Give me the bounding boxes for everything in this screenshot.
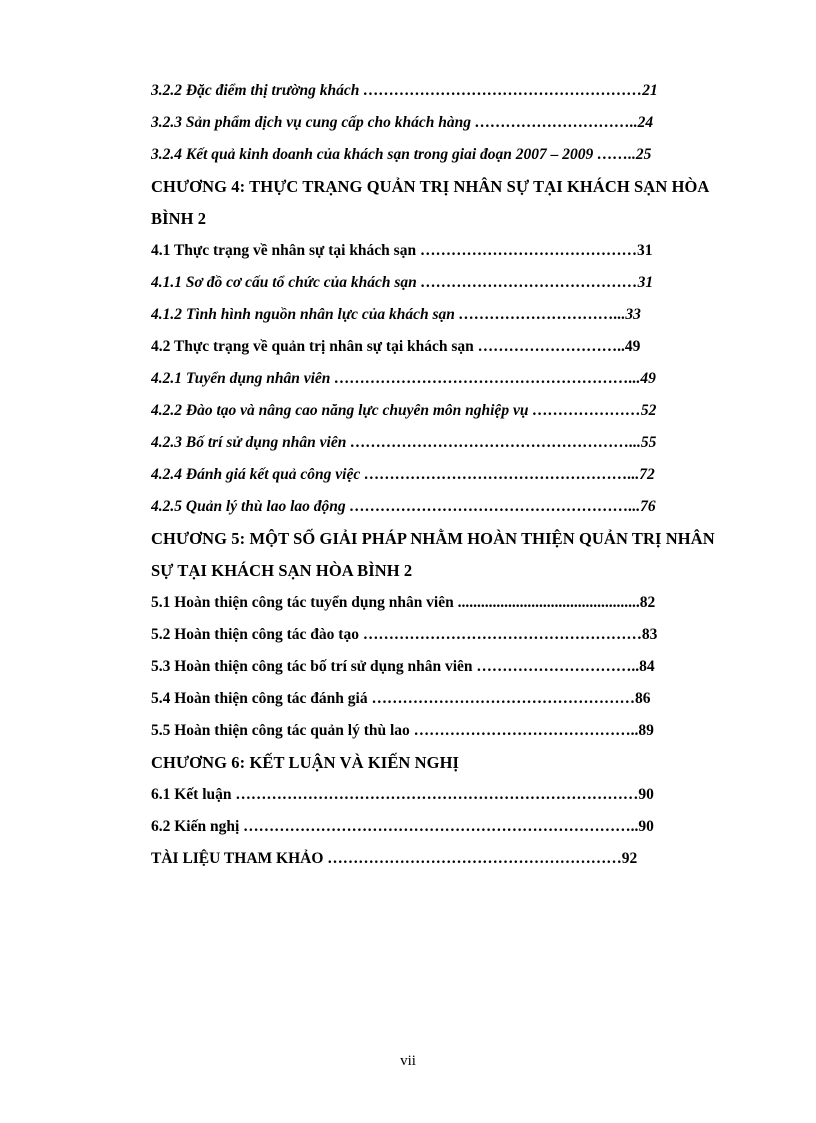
toc-entry	[151, 622, 741, 654]
toc-chapter-heading	[151, 206, 741, 238]
toc-entry-text: 4.1.1 Sơ đồ cơ cấu tổ chức của khách sạn ……………………………………31	[151, 274, 654, 291]
toc-entry-text: 5.3 Hoàn thiện công tác bố trí sử dụng nhân viên …………………………..84	[151, 658, 655, 675]
toc-entry	[151, 238, 741, 270]
toc-chapter-heading	[151, 174, 741, 206]
toc-entry-text: 4.1.2 Tình hình nguồn nhân lực của khách sạn …………………………...33	[151, 306, 641, 323]
toc-entry-text: CHƯƠNG 6: KẾT LUẬN VÀ KIẾN NGHỊ	[151, 753, 460, 772]
toc-entry	[151, 814, 741, 846]
toc-entry	[151, 398, 741, 430]
toc-entry-text: 4.2.1 Tuyển dụng nhân viên …………………………………………………...49	[151, 370, 656, 387]
toc-entry-text: 4.2.2 Đào tạo và nâng cao năng lực chuyên môn nghiệp vụ …………………52	[151, 402, 657, 419]
toc-entry-text: 3.2.2 Đặc điểm thị trường khách ………………………………………………21	[151, 82, 658, 99]
toc-entry-text: SỰ TẠI KHÁCH SẠN HÒA BÌNH 2	[151, 561, 413, 580]
toc-entry	[151, 718, 741, 750]
toc-entry-text: TÀI LIỆU THAM KHẢO …………………………………………………92	[151, 850, 638, 867]
toc-entry-text: 5.1 Hoàn thiện công tác tuyển dụng nhân viên ...............................................82	[151, 594, 656, 611]
toc-entry-text: 4.1 Thực trạng về nhân sự tại khách sạn ……………………………………31	[151, 242, 653, 259]
toc-entry-text: 5.4 Hoàn thiện công tác đánh giá ……………………………………………86	[151, 690, 651, 707]
toc-entry	[151, 78, 741, 110]
toc-entry	[151, 110, 741, 142]
toc-entry	[151, 302, 741, 334]
toc-entry-text: 4.2 Thực trạng về quản trị nhân sự tại khách sạn ………………………..49	[151, 338, 641, 355]
toc-entry-text: CHƯƠNG 4: THỰC TRẠNG QUẢN TRỊ NHÂN SỰ TẠI KHÁCH SẠN HÒA	[151, 177, 710, 196]
toc-entry-text: BÌNH 2	[151, 209, 207, 228]
toc-entry-text: CHƯƠNG 5: MỘT SỐ GIẢI PHÁP NHẰM HOÀN THIỆN QUẢN TRỊ NHÂN	[151, 529, 715, 548]
toc-entry	[151, 462, 741, 494]
toc-entry	[151, 270, 741, 302]
toc-entry-text: 4.2.4 Đánh giá kết quả công việc ……………………………………………...72	[151, 466, 655, 483]
toc-entry-text: 6.1 Kết luận ……………………………………………………………………90	[151, 786, 654, 803]
toc-entry-text: 4.2.3 Bố trí sử dụng nhân viên ………………………………………………...55	[151, 434, 657, 451]
page-number: vii	[400, 1053, 416, 1069]
toc-entry	[151, 686, 741, 718]
toc-entry-text: 4.2.5 Quản lý thù lao lao động ………………………………………………...76	[151, 498, 656, 515]
toc-entry-text: 5.2 Hoàn thiện công tác đào tạo ………………………………………………83	[151, 626, 658, 643]
toc-entry	[151, 494, 741, 526]
toc-entry	[151, 142, 741, 174]
toc-entry-text: 6.2 Kiến nghị …………………………………………………………………..90	[151, 818, 654, 835]
toc-chapter-heading	[151, 558, 741, 590]
toc-chapter-heading	[151, 750, 741, 782]
toc-entry	[151, 846, 741, 878]
toc-entry-text: 3.2.4 Kết quả kinh doanh của khách sạn trong giai đoạn 2007 – 2009 ……..25	[151, 146, 652, 163]
table-of-contents	[151, 78, 741, 878]
toc-entry	[151, 590, 741, 622]
toc-entry	[151, 654, 741, 686]
toc-entry	[151, 430, 741, 462]
toc-chapter-heading	[151, 526, 741, 558]
toc-entry	[151, 782, 741, 814]
toc-entry-text: 5.5 Hoàn thiện công tác quản lý thù lao ……………………………………..89	[151, 722, 654, 739]
toc-entry	[151, 366, 741, 398]
toc-entry	[151, 334, 741, 366]
toc-entry-text: 3.2.3 Sản phẩm dịch vụ cung cấp cho khách hàng …………………………..24	[151, 114, 654, 131]
